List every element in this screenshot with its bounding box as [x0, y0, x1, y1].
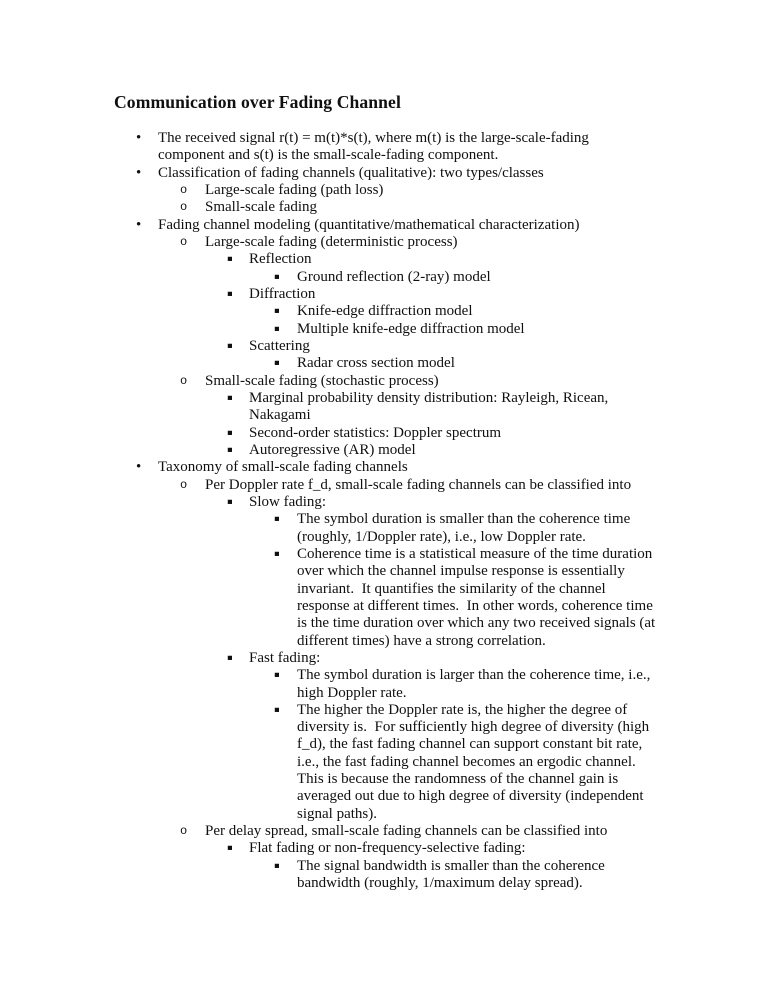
- list-item-level-3: [113, 251, 656, 268]
- list-item-text: Classification of fading channels (qualitative): two types/classes: [158, 164, 544, 181]
- list-item-level-2: [113, 823, 656, 840]
- list-item-level-2: [113, 234, 656, 251]
- list-item-level-1: [113, 165, 656, 182]
- list-item-text: Knife-edge diffraction model: [297, 303, 473, 320]
- bullet-icon: •: [136, 130, 142, 146]
- list-item-text: Diffraction: [249, 285, 316, 302]
- list-item-text: The received signal r(t) = m(t)*s(t), where m(t) is the large-scale-fading component and s(t) is the small-scale-fading component.: [158, 130, 593, 164]
- bullet-icon: ▪: [274, 514, 280, 525]
- bullet-icon: •: [136, 459, 142, 476]
- list-item-level-4: [113, 858, 656, 893]
- list-item-text: Ground reflection (2-ray) model: [297, 268, 491, 285]
- bullet-icon: ▪: [227, 843, 233, 854]
- bullet-icon: o: [180, 234, 188, 249]
- list-item-level-4: [113, 355, 656, 372]
- list-item-level-3: [113, 840, 656, 857]
- list-item-text: Autoregressive (AR) model: [249, 441, 416, 458]
- bullet-icon: o: [180, 477, 188, 492]
- bullet-icon: ▪: [227, 288, 233, 299]
- bullet-list: [113, 130, 659, 892]
- list-item-text: Large-scale fading (deterministic process): [205, 233, 458, 250]
- bullet-icon: ▪: [274, 271, 280, 282]
- bullet-icon: o: [180, 824, 188, 839]
- bullet-icon: •: [136, 164, 142, 181]
- list-item-text: Small-scale fading (stochastic process): [205, 372, 439, 389]
- list-item-text: The signal bandwidth is smaller than the coherence bandwidth (roughly, 1/maximum delay spread).: [297, 857, 609, 892]
- document-title: Communication over Fading Channel: [114, 92, 401, 112]
- list-item-level-2: [113, 182, 656, 199]
- list-item-level-3: [113, 425, 656, 442]
- bullet-icon: ▪: [274, 670, 280, 681]
- bullet-icon: ▪: [227, 254, 233, 265]
- list-item-text: Per Doppler rate f_d, small-scale fading channels can be classified into: [205, 476, 632, 493]
- bullet-icon: ▪: [274, 358, 280, 369]
- bullet-icon: o: [180, 373, 188, 388]
- list-item-text: Second-order statistics: Doppler spectrum: [249, 424, 502, 441]
- list-item-level-3: [113, 494, 656, 511]
- bullet-icon: ▪: [227, 496, 233, 507]
- list-item-text: Reflection: [249, 251, 312, 268]
- list-item-level-4: [113, 667, 656, 702]
- list-item-level-4: [113, 702, 656, 823]
- list-item-text: Taxonomy of small-scale fading channels: [158, 459, 408, 476]
- list-item-level-1: [113, 459, 656, 476]
- list-item-level-4: [113, 545, 659, 650]
- list-item-level-3: [113, 338, 656, 355]
- list-item-level-4: [113, 303, 656, 320]
- list-item-level-4: [113, 269, 656, 286]
- list-item-text: Marginal probability density distribution: Rayleigh, Ricean, Nakagami: [249, 389, 613, 424]
- list-item-text: Fading channel modeling (quantitative/mathematical characterization): [158, 216, 580, 233]
- list-item-text: Large-scale fading (path loss): [205, 181, 384, 198]
- list-item-text: Small-scale fading: [205, 199, 318, 216]
- list-item-text: The symbol duration is larger than the coherence time, i.e., high Doppler rate.: [297, 667, 655, 701]
- list-item-level-3: [113, 286, 656, 303]
- list-item-text: Coherence time is a statistical measure of the time duration over which the channel impulse response is essentially invariant. It quantifies the similarity of the channel response at different times. In other words, coherence time is the time duration over which any two received signals (at different times) have a strong correlation.: [297, 545, 659, 649]
- list-item-text: Scattering: [249, 337, 310, 354]
- bullet-icon: ▪: [227, 652, 233, 663]
- bullet-icon: ▪: [274, 323, 280, 334]
- bullet-icon: ▪: [274, 704, 280, 715]
- list-item-text: The higher the Doppler rate is, the higher the degree of diversity is. For sufficiently high degree of diversity (high f_d), the fast fading channel can support constant bit rate, i.e., the fast fading channel becomes an ergodic channel. This is because the randomness of the channel gain is averaged out due to high degree of diversity (independent signal paths).: [297, 701, 653, 822]
- list-item-level-3: [113, 442, 656, 459]
- list-item-text: Flat fading or non-frequency-selective fading:: [249, 840, 526, 857]
- bullet-icon: o: [180, 200, 188, 215]
- list-item-level-2: [113, 477, 656, 494]
- bullet-icon: ▪: [227, 427, 233, 438]
- list-item-text: Multiple knife-edge diffraction model: [297, 320, 525, 337]
- bullet-icon: ▪: [274, 548, 280, 559]
- list-item-text: Radar cross section model: [297, 355, 455, 372]
- document-content: [113, 92, 659, 892]
- bullet-icon: ▪: [227, 340, 233, 351]
- bullet-icon: •: [136, 216, 142, 233]
- bullet-icon: ▪: [274, 860, 280, 871]
- list-item-level-4: [113, 321, 656, 338]
- bullet-icon: ▪: [227, 392, 233, 403]
- list-item-level-3: [113, 650, 656, 667]
- list-item-text: Slow fading:: [249, 493, 327, 510]
- bullet-icon: ▪: [274, 306, 280, 317]
- list-item-level-1: [113, 130, 656, 165]
- list-item-text: Per delay spread, small-scale fading channels can be classified into: [205, 823, 608, 840]
- list-item-level-1: [113, 217, 656, 234]
- list-item-level-3: [113, 390, 656, 425]
- list-item-level-4: [113, 511, 656, 546]
- bullet-icon: ▪: [227, 444, 233, 455]
- list-item-level-2: [113, 199, 656, 216]
- list-item-text: Fast fading:: [249, 649, 321, 666]
- list-item-text: The symbol duration is smaller than the coherence time (roughly, 1/Doppler rate), i.e., low Doppler rate.: [297, 511, 634, 545]
- list-item-level-2: [113, 373, 656, 390]
- bullet-icon: o: [180, 182, 188, 197]
